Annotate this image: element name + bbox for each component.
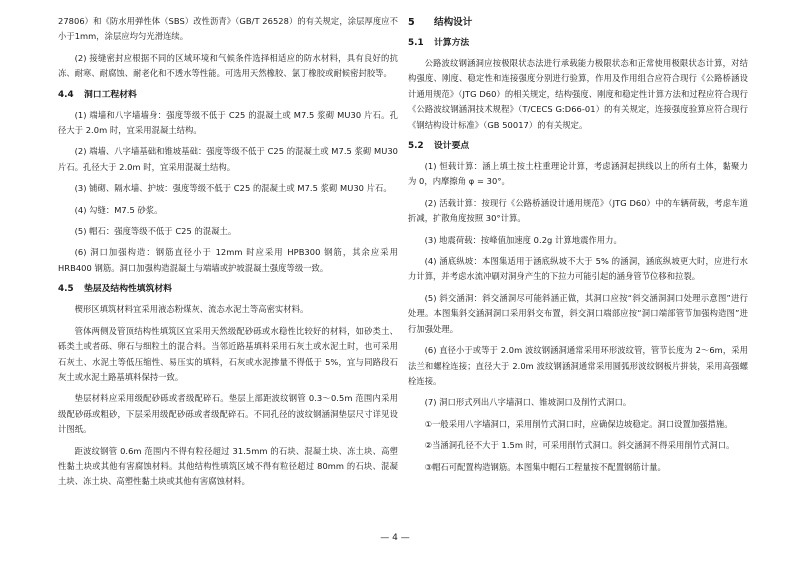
paragraph: 垫层材料应采用级配砂砾或者级配碎石。垫层上部距波纹钢管 0.3～0.5m 范围内采用级配砂砾或粗砂，下层采用级配砂砾或者级配碎石。不同孔径的波纹钢涵洞垫层尺寸详见设计图纸。 [58, 393, 398, 435]
section-number: 4.5 [58, 284, 74, 295]
paragraph: (2) 接缝密封应根据不同的区域环境和气候条件选择相适应的防水材料，具有良好的抗冻、耐寒、耐腐蚀、耐老化和不透水等性能。可选用天然橡胶、氯丁橡胶或耐候密封胶等。 [58, 52, 398, 79]
paragraph: ①一般采用八字墙洞口，采用削竹式洞口时，应确保边坡稳定。洞口设置加强措施。 [424, 418, 733, 429]
paragraph: 公路波纹钢涵洞应按极限状态法进行承载能力极限状态和正常使用极限状态计算，对结构强度、刚度、稳定性和连接强度分别进行验算，作用及作用组合应符合现行《公路桥涵设计通用规范》（JTG D60）的相关规定，结构强度、刚度和稳定性计算方法和过程应符合现行《公路波纹钢涵洞技术规程》（T/CECS G:D66-01）的有关规定，连接强度验算应符合现行《钢结构设计标准》（GB 50017）的有关规定。 [408, 58, 748, 130]
section-heading-5-1 [408, 36, 748, 50]
chapter-title: 结构设计 [434, 17, 473, 28]
section-number: 5.1 [408, 38, 424, 48]
paragraph: 距波纹钢管 0.6m 范围内不得有粒径超过 31.5mm 的石块、混凝土块、冻土块、高塑性黏土块或其他有害腐蚀材料。其他结构性填筑区域不得有粒径超过 80mm 的石块、混凝土块、冻土块、高塑性黏土块或其他有害腐蚀材料。 [58, 445, 398, 487]
paragraph: (4) 勾缝：M7.5 砂浆。 [74, 204, 163, 215]
section-title: 洞口工程材料 [84, 89, 137, 100]
section-title: 设计要点 [434, 141, 470, 152]
paragraph: (2) 端墙、八字墙基础和锥坡基础：强度等级不低于 C25 的混凝土或 M7.5 浆砌 MU30 片石。孔径大于 2.0m 时，宜采用混凝土结构。 [58, 146, 398, 172]
section-heading-5-2 [408, 139, 748, 153]
section-title: 计算方法 [434, 38, 470, 48]
section-number: 5.2 [408, 141, 424, 152]
chapter-heading-5 [408, 16, 748, 30]
paragraph: (2) 活载计算：按现行《公路桥涵设计通用规范》（JTG D60）中的车辆荷载，考虑车道折减，扩散角度按照 30°计算。 [408, 197, 748, 224]
paragraph: (5) 帽石：强度等级不低于 C25 的混凝土。 [74, 226, 237, 237]
section-heading-4-4 [58, 88, 398, 102]
paragraph: (6) 洞口加强构造：钢筋直径小于 12mm 时应采用 HPB300 钢筋，其余应采用 HRB400 钢筋。洞口加强构造混凝土与端墙或护坡混凝土强度等级一致。 [58, 247, 398, 273]
paragraph: (3) 铺砌、隔水墙、护坡：强度等级不低于 C25 的混凝土或 M7.5 浆砌 MU30 片石。 [74, 183, 392, 194]
paragraph: (1) 端墙和八字墙墙身：强度等级不低于 C25 的混凝土或 M7.5 浆砌 MU30 片石。孔径大于 2.0m 时，宜采用混凝土结构。 [58, 109, 398, 136]
paragraph: (1) 恒载计算：涵上填土按土柱重理论计算，考虑涵洞起拱线以上的所有土体，黏聚力为 0，内摩擦角 φ = 30°。 [408, 161, 748, 187]
section-title: 垫层及结构性填筑材料 [84, 284, 172, 295]
paragraph: 楔形区填筑材料宜采用液态粉煤灰、流态水泥土等高密实材料。 [74, 304, 309, 315]
paragraph: 管体两侧及管顶结构性填筑区宜采用天然级配砂砾或水稳性比较好的材料，如砂类土、砾类土或者砾、卵石与细粒土的混合料。当邻近路基填料采用石灰土或水泥土时，也可采用石灰土、水泥土等低压缩性、易压实的填料，石灰或水泥掺量不得低于 5%，宜与同路段石灰土或水泥土路基填料保持一致。 [58, 325, 398, 382]
chapter-number: 5 [408, 17, 415, 28]
paragraph: ③帽石可配置构造钢筋。本图集中帽石工程量按不配置钢筋计量。 [424, 461, 666, 472]
paragraph: ②当涵洞孔径不大于 1.5m 时，可采用削竹式洞口。斜交涵洞不得采用削竹式洞口。 [424, 440, 735, 451]
paragraph: (6) 直径小于或等于 2.0m 波纹钢涵洞通常采用环形波纹管，管节长度为 2～6m，采用法兰和螺栓连接；直径大于 2.0m 波纹钢涵洞通常采用圆弧形波纹钢板片拼装，采用高强螺栓连接。 [408, 345, 748, 386]
left-column [58, 14, 398, 496]
paragraph: (4) 涵底纵坡：本图集适用于涵底纵坡不大于 5% 的涵洞，涵底纵坡更大时，应进行水力计算，并考虑水流冲刷对洞身产生的下拉力可能引起的涵身管节位移和拉裂。 [408, 256, 748, 282]
paragraph: (5) 斜交涵洞：斜交涵洞尽可能斜涵正做，其洞口应按“斜交涵洞洞口处理示意图”进行处理。本图集斜交涵洞洞口采用斜交布置，斜交洞口端部应按“洞口端部管节加强构造图”进行加强处理。 [408, 292, 748, 334]
section-number: 4.4 [58, 89, 74, 100]
section-heading-4-5 [58, 282, 398, 296]
page-number: — 4 — [380, 533, 410, 543]
right-column [408, 14, 748, 481]
paragraph: (7) 洞口形式列出八字墙洞口、锥坡洞口及削竹式洞口。 [424, 397, 632, 408]
paragraph: (3) 地震荷载：按峰值加速度 0.2g 计算地震作用力。 [424, 234, 622, 245]
paragraph: 27806）和《防水用弹性体（SBS）改性沥青》（GB/T 26528）的有关规定，涂层厚度应不小于1mm，涂层应均匀光滑连续。 [58, 16, 398, 42]
